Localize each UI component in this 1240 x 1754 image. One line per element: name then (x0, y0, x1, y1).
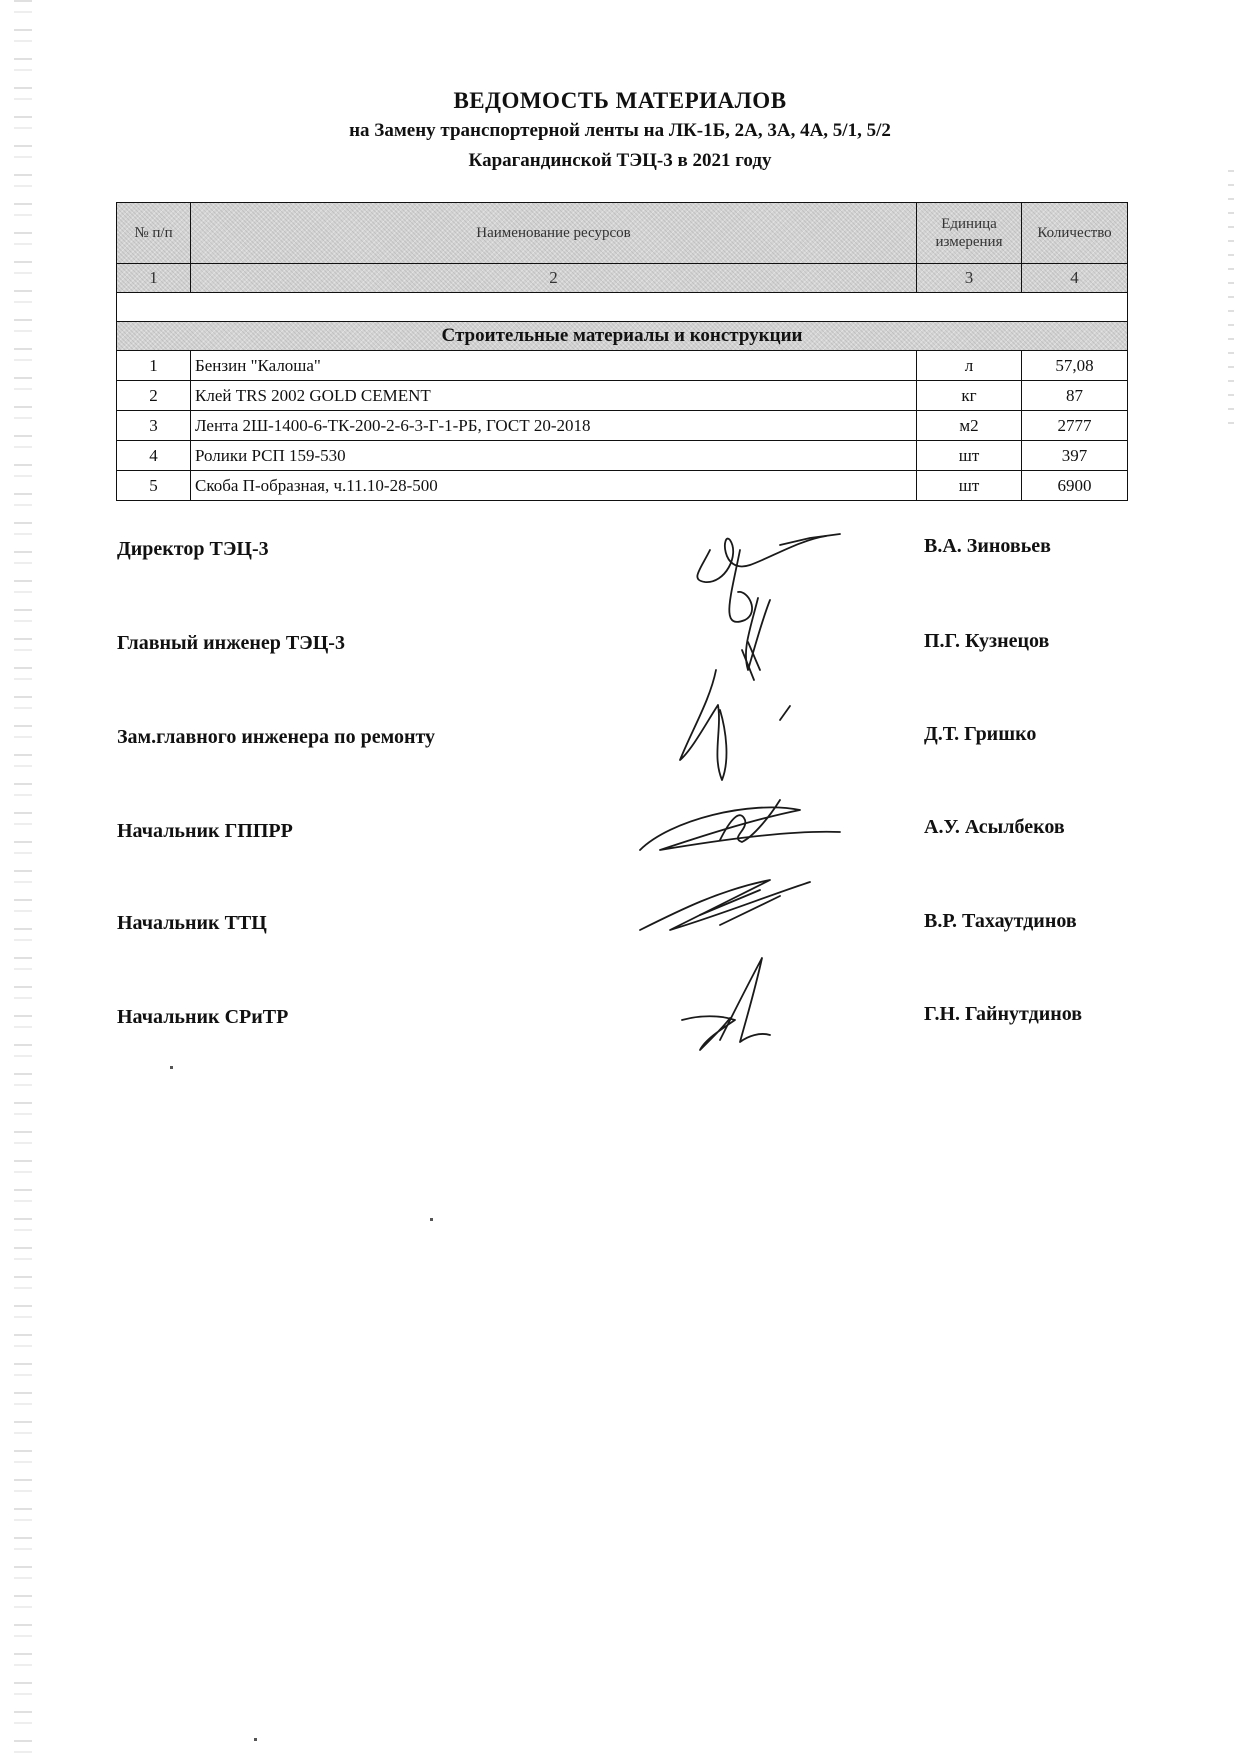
signatory-name: П.Г. Кузнецов (924, 630, 1050, 652)
scan-speck (430, 1218, 433, 1221)
signatory-position: Начальник СРиТР (117, 1006, 289, 1028)
scan-speck (254, 1738, 257, 1741)
handwritten-signatures (630, 520, 930, 1080)
signatory-position: Начальник ГППРР (117, 820, 293, 842)
col-number: 1 (117, 264, 191, 293)
row-qty: 57,08 (1022, 351, 1128, 381)
col-number: 2 (191, 264, 917, 293)
signatory-position: Директор ТЭЦ-3 (117, 538, 269, 560)
row-name: Лента 2Ш-1400-6-ТК-200-2-6-3-Г-1-РБ, ГОСТ 20-2018 (191, 411, 917, 441)
row-num: 5 (117, 471, 191, 501)
col-header-qty: Количество (1022, 203, 1128, 264)
row-unit: кг (917, 381, 1022, 411)
signatory-name: В.А. Зиновьев (924, 535, 1051, 557)
row-qty: 87 (1022, 381, 1128, 411)
col-number: 4 (1022, 264, 1128, 293)
signatory-name: Д.Т. Гришко (924, 723, 1037, 745)
row-qty: 397 (1022, 441, 1128, 471)
col-header-unit: Единица измерения (917, 203, 1022, 264)
scan-speck (170, 1066, 173, 1069)
col-header-num: № п/п (117, 203, 191, 264)
row-num: 1 (117, 351, 191, 381)
row-unit: л (917, 351, 1022, 381)
row-qty: 2777 (1022, 411, 1128, 441)
document-subtitle-line1: на Замену транспортерной ленты на ЛК-1Б, 2А, 3А, 4А, 5/1, 5/2 (349, 120, 891, 141)
row-num: 4 (117, 441, 191, 471)
signatory-position: Начальник ТТЦ (117, 912, 267, 934)
row-unit: шт (917, 471, 1022, 501)
document-subtitle-line2: Карагандинской ТЭЦ-3 в 2021 году (468, 150, 772, 171)
row-num: 2 (117, 381, 191, 411)
col-number: 3 (917, 264, 1022, 293)
signatory-name: А.У. Асылбеков (924, 816, 1065, 838)
row-name: Бензин "Калоша" (191, 351, 917, 381)
row-qty: 6900 (1022, 471, 1128, 501)
row-unit: шт (917, 441, 1022, 471)
section-title: Строительные материалы и конструкции (117, 322, 1128, 351)
col-header-name: Наименование ресурсов (191, 203, 917, 264)
row-name: Ролики РСП 159-530 (191, 441, 917, 471)
row-name: Клей TRS 2002 GOLD CEMENT (191, 381, 917, 411)
row-unit: м2 (917, 411, 1022, 441)
signatory-name: В.Р. Тахаутдинов (924, 910, 1077, 932)
document-title: ВЕДОМОСТЬ МАТЕРИАЛОВ (453, 88, 787, 113)
signatory-name: Г.Н. Гайнутдинов (924, 1003, 1083, 1025)
signatory-position: Зам.главного инженера по ремонту (117, 726, 436, 748)
row-num: 3 (117, 411, 191, 441)
signatory-position: Главный инженер ТЭЦ-3 (117, 632, 345, 654)
row-name: Скоба П-образная, ч.11.10-28-500 (191, 471, 917, 501)
